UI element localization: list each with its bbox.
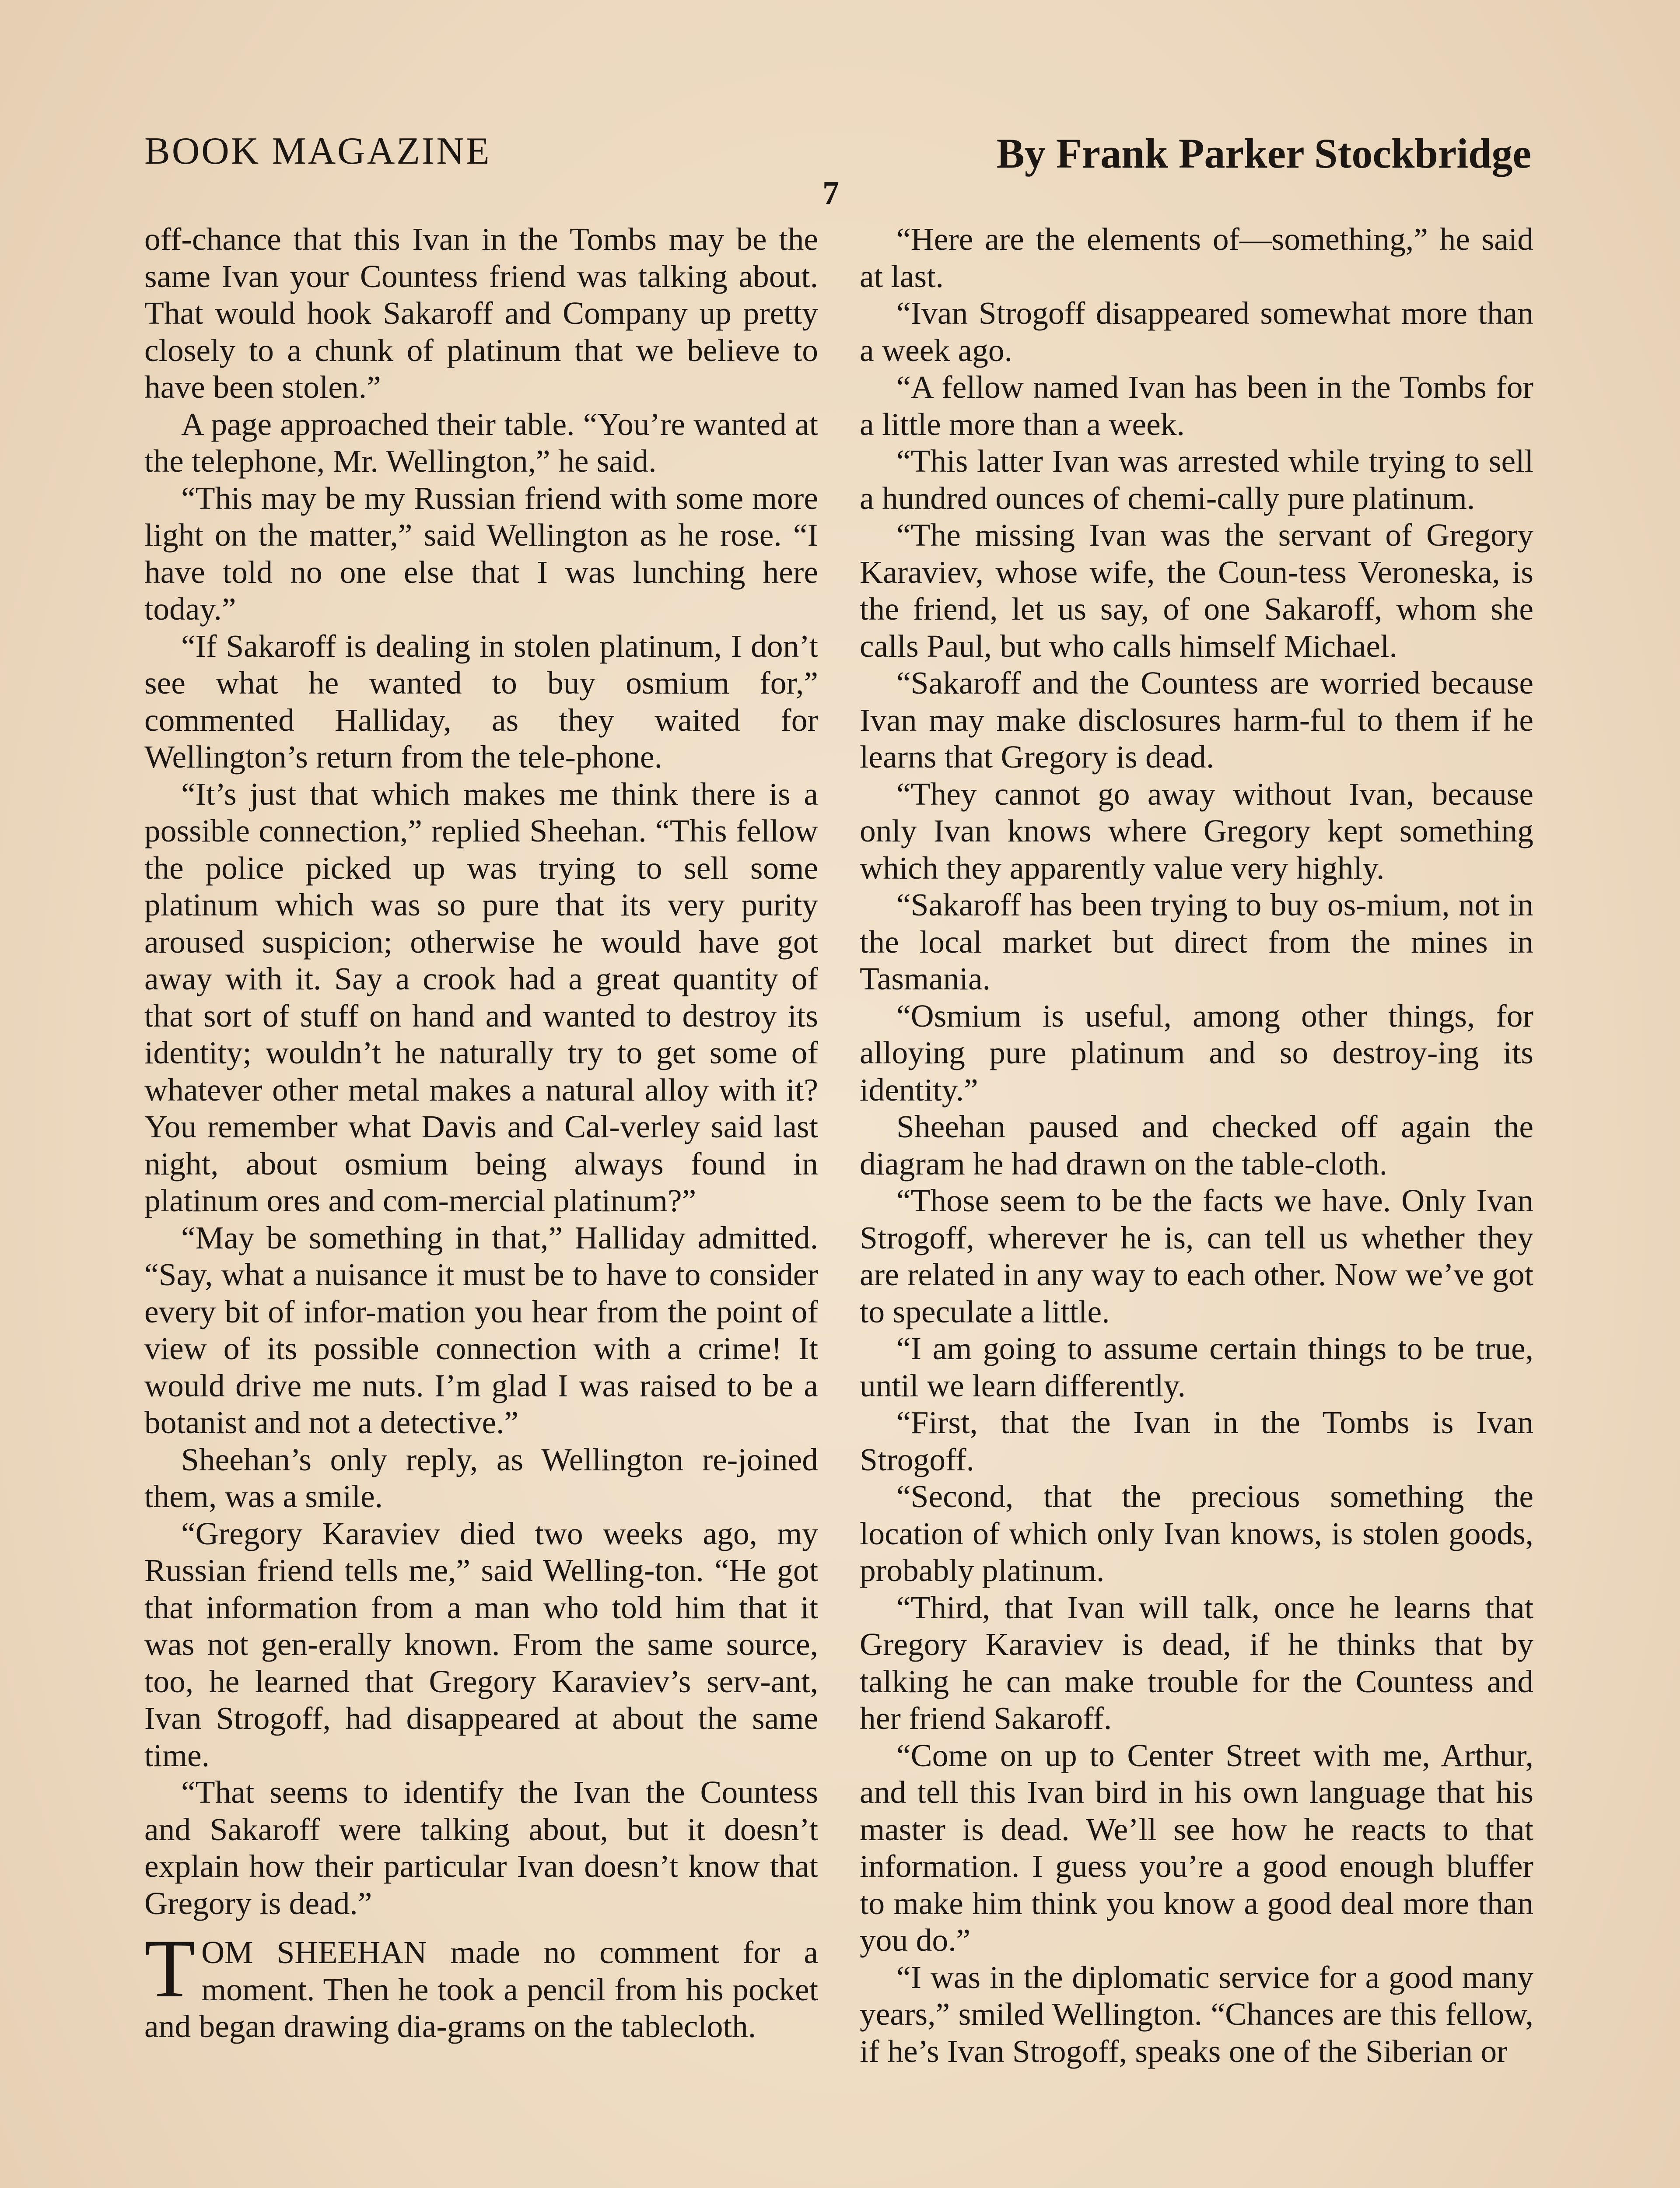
paragraph: “I was in the diplomatic service for a good many years,” smiled Wellington. “Chances are this fellow, if he’s Ivan Strogoff, speaks one of the Siberian or <box>860 1959 1533 2069</box>
paragraph: “That seems to identify the Ivan the Countess and Sakaroff were talking about, but it doesn’t explain how their particular Ivan doesn’t know that Gregory is dead.” <box>144 1774 818 1921</box>
paragraph: “Here are the elements of—something,” he said at last. <box>860 221 1533 294</box>
drop-cap-text: OM SHEEHAN made no comment for a moment. Then he took a pencil from his pocket and began drawing dia-grams on the tablecloth. <box>144 1935 818 2044</box>
paragraph: “The missing Ivan was the servant of Gregory Karaviev, whose wife, the Coun-tess Veroneska, is the friend, let us say, of one Sakaroff, whom she calls Paul, but who calls himself Michael. <box>860 517 1533 664</box>
paragraph: “This may be my Russian friend with some more light on the matter,” said Wellington as he rose. “I have told no one else that I was lunching here today.” <box>144 480 818 627</box>
right-column <box>860 221 1533 2070</box>
paragraph: “Osmium is useful, among other things, for alloying pure platinum and so destroy-ing its identity.” <box>860 998 1533 1108</box>
paragraph: “First, that the Ivan in the Tombs is Ivan Strogoff. <box>860 1405 1533 1477</box>
paragraph: “Come on up to Center Street with me, Arthur, and tell this Ivan bird in his own language that his master is dead. We’ll see how he reacts to that information. I guess you’re a good enough bluffer to make him think you know a good deal more than you do.” <box>860 1737 1533 1958</box>
paragraph: “It’s just that which makes me think there is a possible connection,” replied Sheehan. “This fellow the police picked up was trying to sell some platinum which was so pure that its very purity aroused suspicion; otherwise he would have got away with it. Say a crook had a great quantity of that sort of stuff on hand and wanted to destroy its identity; wouldn’t he naturally try to get some of whatever other metal makes a natural alloy with it? You remember what Davis and Cal-verley said last night, about osmium being always found in platinum ores and com-mercial platinum?” <box>144 776 818 1218</box>
magazine-title: BOOK MAGAZINE <box>144 130 491 172</box>
paragraph: “Second, that the precious something the location of which only Ivan knows, is stolen goods, probably platinum. <box>860 1479 1533 1588</box>
paragraph: “Gregory Karaviev died two weeks ago, my Russian friend tells me,” said Welling-ton. “He got that information from a man who told him that it was not gen-erally known. From the same source, too, he learned that Gregory Karaviev’s serv-ant, Ivan Strogoff, had disappeared at about the same time. <box>144 1515 818 1773</box>
author-byline: By Frank Parker Stockbridge <box>996 130 1531 177</box>
paragraph: “If Sakaroff is dealing in stolen platinum, I don’t see what he wanted to buy osmium for,” commented Halliday, as they waited for Wellington’s return from the tele-phone. <box>144 628 818 775</box>
paragraph: “Sakaroff and the Countess are worried because Ivan may make disclosures harm-ful to them if he learns that Gregory is dead. <box>860 665 1533 775</box>
paragraph: “Those seem to be the facts we have. Only Ivan Strogoff, wherever he is, can tell us whether they are related in any way to each other. Now we’ve got to speculate a little. <box>860 1183 1533 1329</box>
paragraph: Sheehan’s only reply, as Wellington re-joined them, was a smile. <box>144 1441 818 1514</box>
drop-cap-paragraph <box>144 1923 818 2045</box>
left-column <box>144 221 818 2045</box>
paragraph: “Ivan Strogoff disappeared somewhat more than a week ago. <box>860 295 1533 368</box>
paragraph: “I am going to assume certain things to be true, until we learn differently. <box>860 1331 1533 1403</box>
paragraph: A page approached their table. “You’re wanted at the telephone, Mr. Wellington,” he said. <box>144 406 818 479</box>
paragraph: “They cannot go away without Ivan, because only Ivan knows where Gregory kept something which they apparently value very highly. <box>860 776 1533 886</box>
paragraph: Sheehan paused and checked off again the diagram he had drawn on the table-cloth. <box>860 1109 1533 1182</box>
paragraph: “A fellow named Ivan has been in the Tombs for a little more than a week. <box>860 369 1533 442</box>
drop-cap-initial: T <box>144 1923 196 2015</box>
paragraph: “This latter Ivan was arrested while trying to sell a hundred ounces of chemi-cally pure platinum. <box>860 443 1533 516</box>
paragraph: “Third, that Ivan will talk, once he learns that Gregory Karaviev is dead, if he thinks that by talking he can make trouble for the Countess and her friend Sakaroff. <box>860 1589 1533 1736</box>
paragraph: off-chance that this Ivan in the Tombs may be the same Ivan your Countess friend was talking about. That would hook Sakaroff and Company up pretty closely to a chunk of platinum that we believe to have been stolen.” <box>144 221 818 405</box>
page-number: 7 <box>822 175 839 211</box>
paragraph: “May be something in that,” Halliday admitted. “Say, what a nuisance it must be to have to consider every bit of infor-mation you hear from the point of view of its possible connection with a crime! It would drive me nuts. I’m glad I was raised to be a botanist and not a detective.” <box>144 1220 818 1440</box>
paragraph: “Sakaroff has been trying to buy os-mium, not in the local market but direct from the mines in Tasmania. <box>860 887 1533 996</box>
